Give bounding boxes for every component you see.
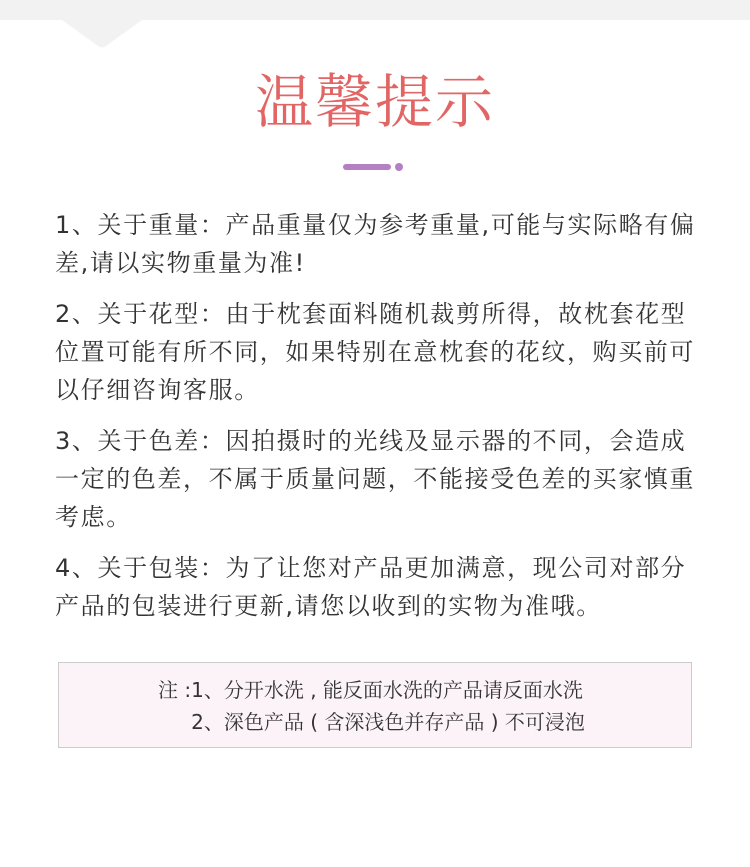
note-line: 位置可能有所不同，如果特别在意枕套的花纹，购买前可 <box>55 338 695 366</box>
note-line: 以仔细咨询客服。 <box>55 376 260 404</box>
note-line: 差,请以实物重量为准! <box>55 249 306 277</box>
underline-dot <box>395 163 403 171</box>
top-tab-triangle <box>62 20 142 48</box>
note-color <box>55 422 715 536</box>
note-line: 3、关于色差：因拍摄时的光线及显示器的不同，会造成 <box>55 427 687 455</box>
top-band <box>0 0 750 20</box>
note-line: 产品的包装进行更新,请您以收到的实物为准哦。 <box>55 592 602 620</box>
care-instructions-box <box>58 662 692 748</box>
care-note-line: 2、深色产品 ( 含深浅色并存产品 ) 不可浸泡 <box>191 710 585 734</box>
notes-list <box>55 206 715 638</box>
note-weight <box>55 206 715 282</box>
note-line: 1、关于重量：产品重量仅为参考重量,可能与实际略有偏 <box>55 211 696 239</box>
note-line: 4、关于包装：为了让您对产品更加满意，现公司对部分 <box>55 554 687 582</box>
top-tab-decoration <box>0 0 750 50</box>
title-underline-decoration <box>338 160 408 174</box>
note-line: 2、关于花型：由于枕套面料随机裁剪所得，故枕套花型 <box>55 300 687 328</box>
care-note-line: 1、分开水洗 , 能反面水洗的产品请反面水洗 <box>191 678 583 702</box>
page-title: 温馨提示 <box>254 68 495 136</box>
underline-bar <box>343 164 391 170</box>
note-line: 一定的色差，不属于质量问题，不能接受色差的买家慎重 <box>55 465 695 493</box>
care-note-prefix: 注 : <box>158 678 192 702</box>
note-pattern <box>55 295 715 409</box>
note-line: 考虑。 <box>55 503 132 531</box>
note-packaging <box>55 549 715 625</box>
care-instructions <box>158 674 585 738</box>
